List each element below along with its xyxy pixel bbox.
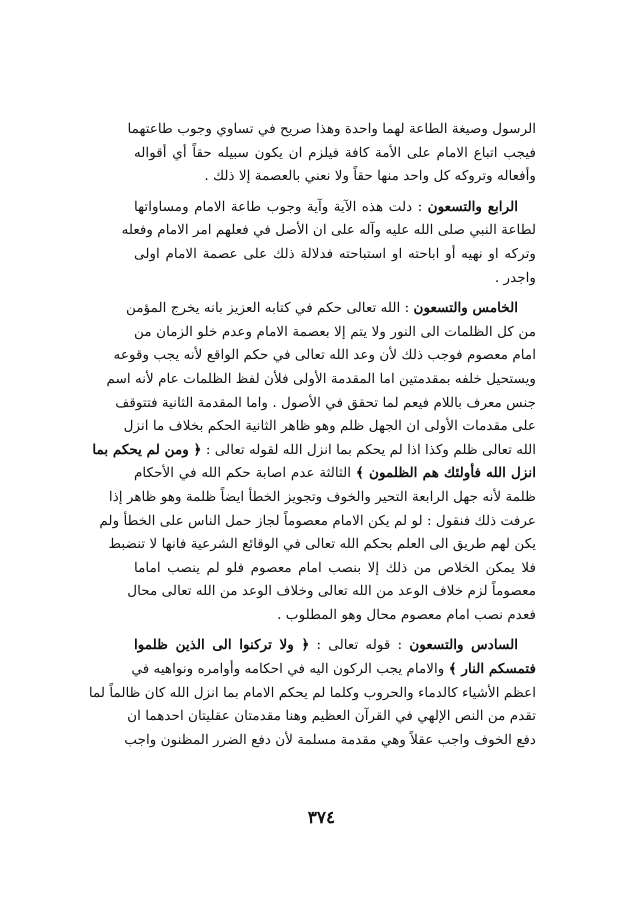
text-line	[134, 321, 536, 345]
text-line	[92, 439, 536, 463]
text-segment: يكن لهم طريق الى العلم بحكم الله تعالى في الوقائع الشرعية فانها لا تنضبط	[108, 536, 536, 553]
bold-text-segment: ﴿ ومن لم يحكم بما	[92, 441, 202, 458]
text-line	[127, 705, 536, 729]
text-line	[123, 415, 536, 439]
page-number: ٣٧٤	[307, 808, 336, 828]
text-line	[124, 729, 536, 753]
bold-text-segment: الرابع والتسعون	[427, 198, 518, 215]
text-segment: لطاعة النبي صلى الله عليه وآله على ان الأصل في فعلهم امر الامام وفعله	[121, 222, 536, 239]
text-segment: دفع الخوف واجب عقلاً وهي مقدمة مسلمة لأن دفع الضرر المظنون واجب	[124, 731, 536, 748]
text-segment: : قوله تعالى :	[309, 637, 410, 654]
bold-text-segment: الخامس والتسعون	[413, 300, 518, 317]
paragraph	[88, 634, 536, 752]
text-segment: عرفت ذلك فنقول : لو لم يكن الامام معصوماً لجاز حمل الناس على الخطأ ولم	[99, 512, 536, 529]
text-segment: امام معصوم فوجب ذلك لأن وعد الله تعالى في حكم الواقع لأنه يجب وقوعه	[113, 347, 536, 364]
bold-text-segment: فتمسكم النار ﴾	[448, 661, 536, 678]
text-line	[106, 368, 536, 392]
text-segment: فيجب اتباع الامام على الأمة كافة فيلزم ان يكون سبيله حقاً أي أقواله	[134, 144, 536, 161]
paragraph	[127, 118, 536, 189]
text-segment: جنس معرف باللام فيعم لما تحقق في الأصول . واما المقدمة الثانية فتتوقف	[115, 394, 536, 411]
text-line	[88, 682, 536, 706]
text-line	[134, 196, 536, 220]
bold-text-segment: ﴿ ولا تركنوا الى الذين ظلموا	[134, 637, 310, 654]
text-line	[134, 462, 536, 486]
text-segment: على مقدمات الأولى ان الجهل ظلم وهو ظاهر الثانية الحكم بخلاف ما انزل	[123, 418, 536, 435]
text-line	[113, 344, 536, 368]
text-line	[121, 219, 536, 243]
text-segment: الثالثة عدم اصابة حكم الله في الأحكام	[134, 465, 356, 482]
text-line	[127, 118, 536, 142]
text-segment: ويستحيل خلفه بمقدمتين اما المقدمة الأولى فلأن لفظ الظلمات عام لأنه اسم	[106, 370, 536, 387]
text-line	[134, 557, 536, 581]
text-segment: الله تعالى ظلم وكذا اذا لم يحكم بما انزل الله لقوله تعالى :	[201, 441, 536, 458]
text-segment: فلا يمكن الخلاص من ذلك إلا بنصب امام معصوم فلو لم ينصب اماما	[134, 559, 536, 576]
text-line	[115, 392, 536, 416]
text-line	[134, 243, 536, 267]
text-segment: فعدم نصب امام معصوم محال وهو المطلوب .	[277, 606, 536, 623]
paragraph	[121, 196, 536, 290]
text-line	[134, 142, 536, 166]
text-segment: الرسول وصيغة الطاعة لهما واحدة وهذا صريح في تساوي وجوب طاعتهما	[127, 121, 536, 137]
text-line	[125, 297, 536, 321]
text-line	[134, 267, 536, 291]
text-segment: : دلت هذه الآية وآية وجوب طاعة الامام ومساواتها	[134, 198, 428, 215]
text-segment: تقدم من النص الإلهي في القرآن العظيم وهنا مقدمتان عقليتان احدهما ان	[127, 708, 536, 725]
bold-text-segment: السادس والتسعون	[409, 637, 519, 654]
text-line	[134, 634, 536, 658]
text-line	[134, 165, 536, 189]
text-segment: اعظم الأشياء كالدماء والحروب وكلما لم يحكم الامام بما انزل الله كان ظالماً لما	[88, 684, 536, 701]
text-segment: وأفعاله وتروكه كل واحد منها حقاً ولا نعني بالعصمة إلا ذلك .	[204, 168, 536, 185]
text-segment: ظلمة لأنه جهل الرابعة التحير والخوف وتجويز الخطأ ايضاً ظلمة وهو ظاهر إذا	[108, 488, 536, 505]
text-segment: معصوماً لزم خلاف الوعد من الله تعالى وخلاف الوعد من الله تعالى محال	[127, 583, 536, 600]
text-line	[134, 604, 536, 628]
text-line	[99, 510, 536, 534]
paragraph	[92, 297, 536, 627]
text-segment: وتركه او نهيه أو اباحته او استباحته فدلالة ذلك على عصمة الامام اولى	[134, 245, 536, 262]
text-segment: والامام يجب الركون اليه في احكامه وأوامره ونواهيه في	[131, 661, 449, 678]
text-line	[131, 658, 536, 682]
text-segment: : الله تعالى حكم في كتابه العزيز بانه يخرج المؤمن	[125, 300, 414, 317]
text-line	[108, 533, 536, 557]
text-line	[127, 580, 536, 604]
text-line	[108, 486, 536, 510]
text-segment: واجدر .	[494, 269, 536, 286]
page-body	[88, 118, 536, 759]
text-segment: من كل الظلمات الى النور ولا يتم إلا بعصمة الامام وعدم خلو الزمان من	[134, 323, 536, 340]
bold-text-segment: انزل الله فأولئك هم الظلمون ﴾	[355, 465, 536, 482]
